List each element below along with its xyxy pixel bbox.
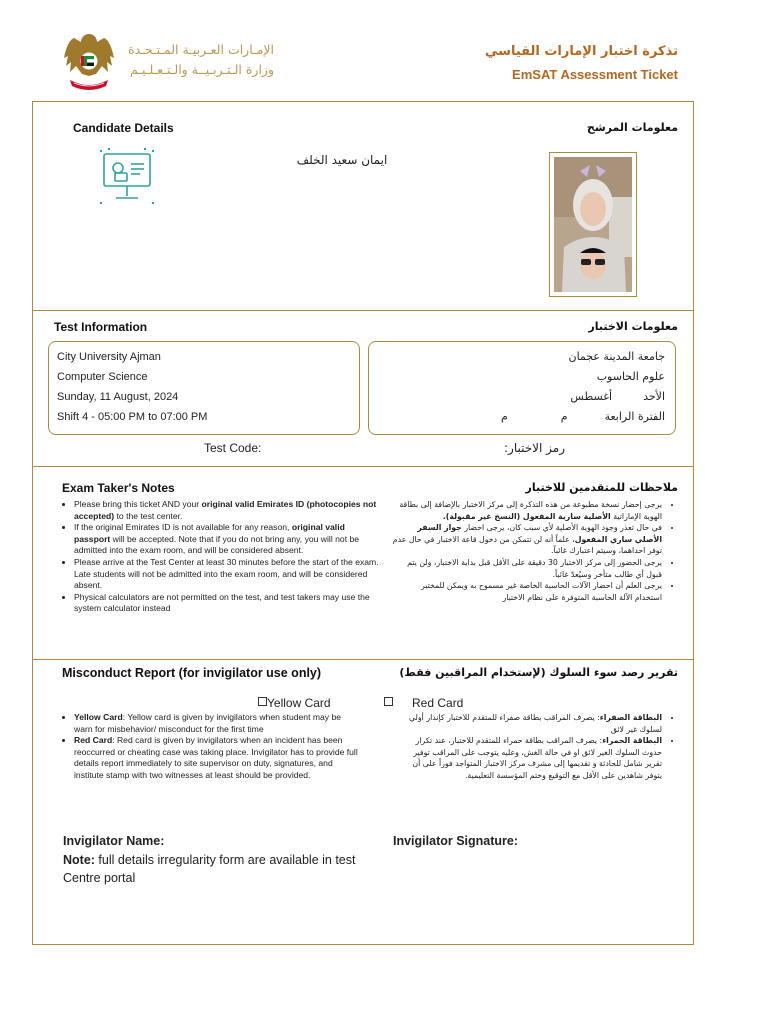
- list-item: • البطاقة الحمراء: يصرف المراقب بطاقة حمراء للمتقدم للاختبار، عند تكرار حدوث السلوك الغير لائق او في حالة الغش، وعليه يتوجب على المراقب توفير تقرير شامل للحادثة و تقديمها إلى مشرف مركز الاختبار المتواجد فوراً على أن يتوفر شاهدين على الأقل مع التوقيع وختم المؤسسة التعليمية.: [400, 735, 662, 781]
- divider: [32, 659, 694, 660]
- list-item: • Yellow Card: Yellow card is given by invigilators when student may be warn for misbehavior/ misconduct for the first time: [74, 712, 362, 735]
- ticket-title-en: EmSAT Assessment Ticket: [512, 67, 678, 82]
- candidate-details-title: Candidate Details: [73, 121, 174, 135]
- divider: [32, 310, 694, 311]
- test-shift-name-ar: الفترة الرابعة: [604, 410, 665, 423]
- list-item: • Please arrive at the Test Center at least 30 minutes before the start of the exam. Late students will not be admitted into the exam room, and will be considered absent.: [74, 557, 380, 592]
- invigilator-name-label: Invigilator Name:: [63, 834, 165, 848]
- test-date: Sunday, 11 August, 2024: [57, 391, 179, 403]
- divider: [32, 466, 694, 467]
- test-day-ar: الأحد: [643, 390, 665, 403]
- note-label: Note:: [63, 853, 95, 867]
- test-code-label: Test Code:: [204, 441, 262, 455]
- yellow-card-label: Yellow Card: [267, 696, 331, 710]
- list-item: • البطاقة الصفراء: يصرف المراقب بطاقة صفراء للمتقدم للاختبار كإنذار أولي لسلوك غير لائق: [400, 712, 662, 735]
- test-info-box-ar: [368, 341, 676, 435]
- test-information-title: Test Information: [54, 320, 148, 334]
- computer-test-icon: [98, 146, 156, 206]
- red-card-option[interactable]: [384, 696, 463, 710]
- yellow-card-checkbox[interactable]: [258, 697, 267, 706]
- note-text: full details irregularity form are available in test Centre portal: [63, 853, 356, 885]
- list-item: • يرجى العلم أن احضار الآلات الحاسبة الخاصة غير مسموح به ويمكن للمختبر استخدام الآلة الحاسبة المتوفرة على نظام الاختبار: [392, 580, 662, 603]
- test-center: City University Ajman: [57, 351, 161, 363]
- list-item: • If the original Emirates ID is not available for any reason, original valid passport will be accepted. Note that if you do not bring any, you will not be admitted into the exam room, and will be considered absent.: [74, 522, 380, 557]
- misconduct-report-title: Misconduct Report (for invigilator use only): [62, 666, 322, 680]
- test-information-title-ar: معلومات الاختبار: [588, 320, 678, 333]
- misconduct-list-en: [62, 712, 362, 782]
- ministry-line2: وزارة الـتـربـيــة والـتـعـلـيـم: [130, 62, 274, 77]
- misconduct-report-title-ar: تقرير رصد سوء السلوك (لإستخدام المراقبين فقط): [399, 666, 678, 679]
- invigilator-signature-label: Invigilator Signature:: [393, 834, 519, 848]
- test-center-ar: جامعة المدينة عجمان: [568, 350, 665, 363]
- time-suffix-ar: م: [500, 410, 508, 423]
- notes-list-en: [62, 499, 380, 615]
- list-item: • في حال تعذر وجود الهوية الأصلية لأي سبب كان، يرجى احضار جواز السفر الأصلي ساري المفعول، علماً أنه لن تتمكن من دخول قاعة الاختبار في حال عدم توفر احداهما، وسيتم اعتبارك غائباً.: [392, 522, 662, 557]
- red-card-label: Red Card: [412, 696, 464, 710]
- test-month-ar: أغسطس: [570, 390, 613, 403]
- misconduct-list-ar: [400, 712, 674, 782]
- test-date-ar: [379, 387, 665, 407]
- red-card-checkbox[interactable]: [384, 697, 393, 706]
- candidate-details-title-ar: معلومات المرشح: [586, 121, 678, 134]
- test-shift-ar: [379, 407, 665, 427]
- list-item: • Physical calculators are not permitted on the test, and test takers may use the system calculator instead: [74, 592, 380, 615]
- ministry-line1: الإمـارات العـربيـة المـتـحـدة: [128, 42, 274, 57]
- test-subject: Computer Science: [57, 371, 148, 383]
- ministry-name: [124, 40, 274, 80]
- list-item: • يرجى الحضور إلى مركز الاختبار 30 دقيقة على الأقل قبل بداية الاختبار، ولن يتم قبول أي طالب متأخر وسيُعدّ غائباً.: [392, 557, 662, 580]
- test-subject-ar: علوم الحاسوب: [596, 370, 665, 383]
- yellow-card-option[interactable]: [258, 696, 331, 710]
- test-code-label-ar: رمز الاختبار:: [504, 441, 565, 455]
- candidate-name-ar: ايمان سعيد الخلف: [296, 153, 388, 167]
- list-item: • Red Card: Red card is given by invigilators when an incident has been reoccurred or cheating case was taking place. Invigilator has to provide full details report immediately to site supervisor on duty, signatures, and institute stamp with two witnesses at least should be provided.: [74, 735, 362, 781]
- ticket-title-ar: تذكرة اختبار الإمارات القياسي: [485, 44, 678, 59]
- list-item: • يرجى إحضار نسخة مطبوعة من هذه التذكرة إلى مركز الاختبار بالإضافة إلى بطاقة الهوية الإماراتية الأصلية سارية المفعول (النسخ غير مقبولة).: [392, 499, 662, 522]
- candidate-photo: [554, 157, 632, 292]
- list-item: • Please bring this ticket AND your original valid Emirates ID (photocopies not accepted) to the test center.: [74, 499, 380, 522]
- time-suffix-ar: م: [560, 410, 568, 423]
- candidate-photo-frame: [549, 152, 637, 297]
- exam-taker-notes-title-ar: ملاحظات للمتقدمين للاختبار: [525, 481, 678, 494]
- exam-taker-notes-title: Exam Taker's Notes: [62, 481, 175, 495]
- test-shift: Shift 4 - 05:00 PM to 07:00 PM: [57, 411, 208, 423]
- test-info-box-en: [48, 341, 360, 435]
- portal-note: [63, 851, 383, 887]
- notes-list-ar: [392, 499, 674, 603]
- uae-emblem-icon: [60, 28, 118, 96]
